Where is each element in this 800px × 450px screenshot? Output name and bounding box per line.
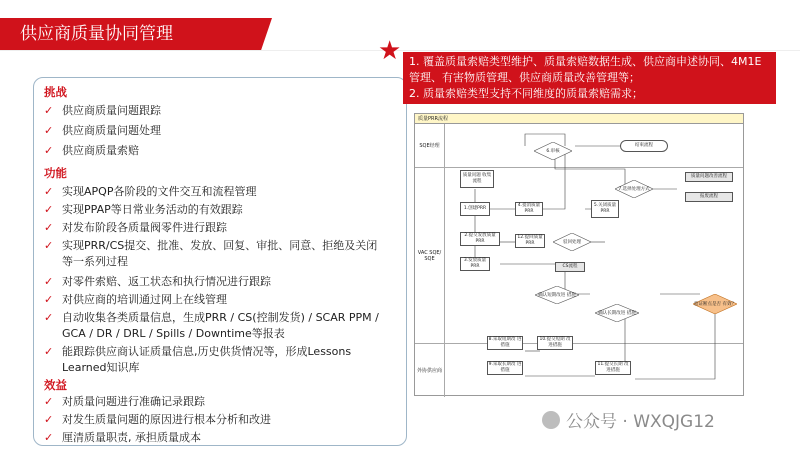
flow-box: 10.提交短期 改进措施: [537, 336, 573, 350]
flow-box: 4.提消质量 PRR: [515, 202, 543, 216]
challenge-heading: 挑战: [44, 85, 67, 99]
flow-box: 2.提交发放质量 PRR: [460, 232, 500, 246]
list-item: ✓ 对供应商的培训通过网上在线管理: [44, 293, 227, 306]
note-line: 2. 质量索赔类型支持不同维度的质量索赔需求；: [409, 87, 643, 100]
list-item: ✓ 对发生质量问题的原因进行根本分析和改进: [44, 413, 271, 426]
flow-box: 报废流程: [685, 192, 733, 202]
flow-box: 1.创建PRR: [460, 202, 490, 216]
flow-end: 结束流程: [620, 140, 668, 152]
flow-box: 8.采取短期改 进措施: [488, 337, 522, 348]
list-item: ✓ 对发布阶段各质量阀零件进行跟踪: [44, 221, 227, 234]
check-icon: ✓: [44, 395, 54, 408]
list-item: ✓ 实现PPAP等日常业务活动的有效跟踪: [44, 203, 243, 216]
check-icon: ✓: [44, 431, 54, 444]
list-item: ✓ 对零件索赔、返工状态和执行情况进行跟踪: [44, 275, 271, 288]
flow-decision: 确认短期改进 措施: [535, 286, 579, 304]
wechat-icon: [542, 411, 560, 429]
flow-decision: 确认长期改进 措施: [595, 304, 639, 322]
watermark: 公众号 · WXQJG12: [542, 407, 715, 432]
flow-decision: 验证断点是否 有效？: [693, 294, 737, 314]
check-icon: ✓: [44, 239, 54, 252]
check-icon: ✓: [44, 293, 54, 306]
flow-box: 5.关闭质量 PRR: [591, 200, 619, 218]
check-icon: ✓: [44, 144, 54, 157]
check-icon: ✓: [44, 413, 54, 426]
flow-decision: 7.选择处理方式: [615, 180, 653, 198]
check-icon: ✓: [44, 345, 54, 358]
check-icon: ✓: [44, 185, 54, 198]
list-item: ✓ 供应商质量问题处理: [44, 124, 161, 137]
check-icon: ✓: [44, 104, 54, 117]
list-item: ✓ 实现APQP各阶段的文件交互和流程管理: [44, 185, 257, 198]
list-item: ✓ 能跟踪供应商认证质量信息,历史供货情况等，形成Lessons Learned知识库: [44, 345, 352, 374]
feature-note: [403, 52, 776, 104]
flow-box: 3.发放质量 PRR: [460, 257, 490, 271]
list-item: ✓ 对质量问题进行准确记录跟踪: [44, 395, 205, 408]
lane-label: VAC SQE/ SQE: [415, 168, 445, 343]
check-icon: ✓: [44, 203, 54, 216]
flowchart: [414, 113, 744, 396]
check-icon: ✓: [44, 275, 54, 288]
page-title: 供应商质量协同管理: [20, 24, 173, 44]
flow-box: 9.采取长期改 进措施: [488, 362, 522, 373]
list-item: ✓ 供应商质量问题跟踪: [44, 104, 161, 117]
flow-box: 质量问题改善流程: [685, 172, 733, 182]
list-item: ✓ 厘清质量职责, 承担质量成本: [44, 431, 201, 444]
list-item: ✓ 供应商质量索赔: [44, 144, 139, 157]
star-icon: ★: [378, 36, 402, 66]
check-icon: ✓: [44, 221, 54, 234]
flow-decision: 驳回处理: [553, 233, 591, 251]
lane-label: SQE经理: [415, 124, 445, 167]
benefit-heading: 效益: [44, 378, 67, 392]
list-item: ✓ 实现PRR/CS提交、批准、发放、回复、审批、同意、拒绝及关闭等一系列过程: [44, 239, 378, 268]
flow-box: 11.提交长期 改进措施: [595, 361, 631, 375]
flow-connectors: [415, 114, 745, 397]
lane-label: 外协供应商: [415, 344, 445, 397]
left-panel: [33, 77, 407, 446]
flow-box: 质量问题 收集流程: [460, 170, 494, 188]
flow-header: 质量PRR流程: [415, 114, 743, 124]
flow-decision: 6.审核: [534, 142, 572, 160]
check-icon: ✓: [44, 311, 54, 324]
function-heading: 功能: [44, 166, 67, 180]
list-item: ✓ 自动收集各类质量信息，生成PRR / CS(控制发货) / SCAR PPM / GCA / DR / DRL / Spills / Downtime等报表: [44, 311, 379, 340]
flow-box: 12.提回质量 PRR: [515, 234, 545, 248]
check-icon: ✓: [44, 124, 54, 137]
flow-box: CS流程: [555, 262, 585, 272]
note-line: 1. 覆盖质量索赔类型维护、质量索赔数据生成、供应商申述协同、4M1E管理、有害物质管理、供应商质量改善管理等；: [409, 55, 762, 84]
